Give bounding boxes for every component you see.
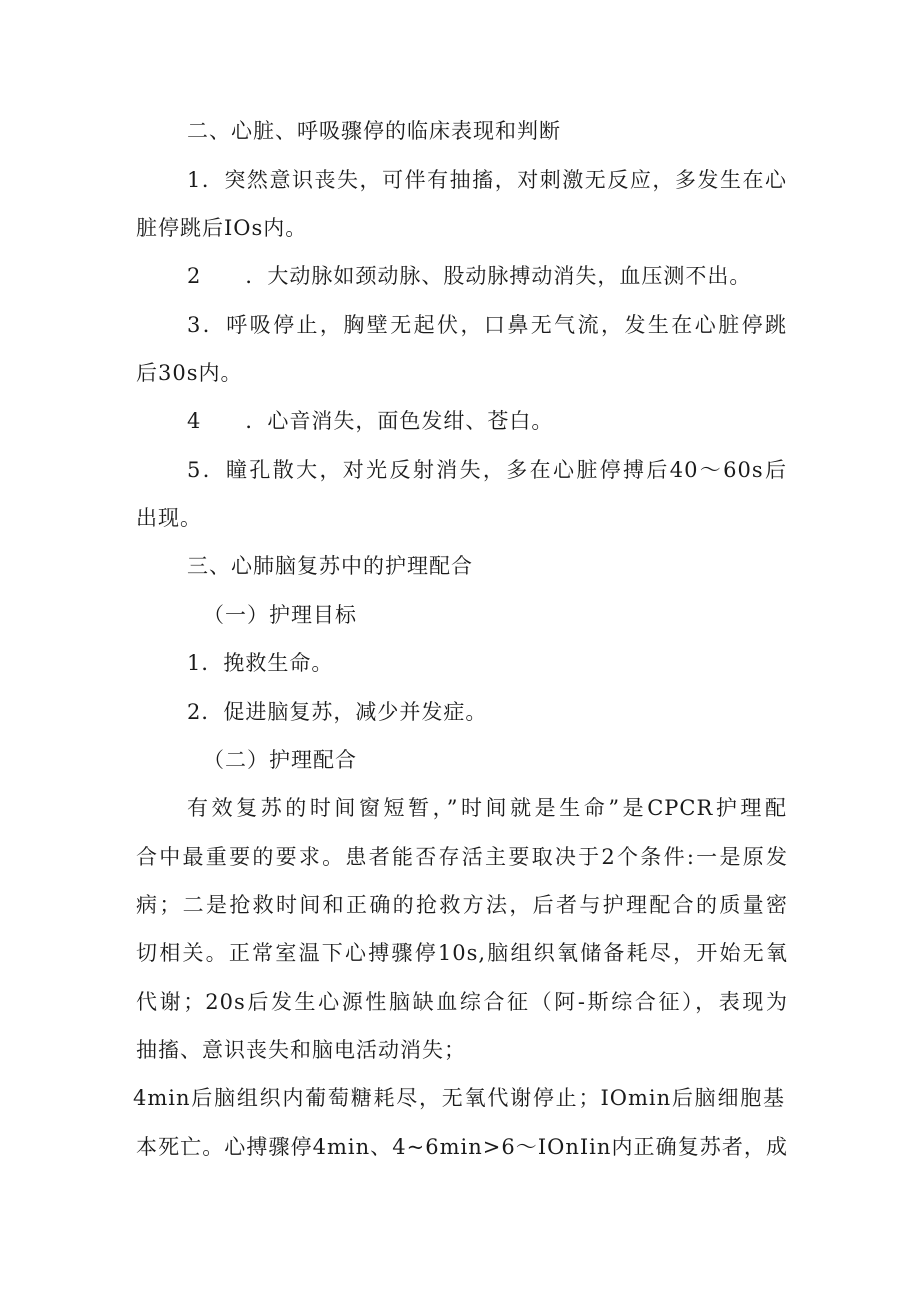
- paragraph-line: 1．挽救生命。: [187, 651, 334, 675]
- paragraph-line: 3．呼吸停止，胸壁无起伏，口鼻无气流，发生在心脏停跳: [187, 313, 787, 337]
- subsection-heading: （二）护理配合: [203, 748, 357, 772]
- paragraph-line: 后30s内。: [136, 361, 243, 385]
- subsection-heading: （一）护理目标: [203, 603, 357, 627]
- paragraph-line: 抽搐、意识丧失和脑电活动消失；: [136, 1038, 466, 1062]
- paragraph-line: 脏停跳后IOs内。: [136, 216, 308, 240]
- paragraph-line: 本死亡。心搏骤停4min、4~6min>6～IOnIin内正确复苏者，成: [136, 1135, 788, 1159]
- paragraph-line: 合中最重要的要求。患者能否存活主要取决于2个条件:一是原发: [136, 845, 788, 869]
- paragraph-line: 出现。: [136, 506, 202, 530]
- paragraph-line: 切相关。正常室温下心搏骤停10s,脑组织氧储备耗尽，开始无氧: [136, 941, 788, 965]
- paragraph-line: 2．促进脑复苏，减少并发症。: [187, 700, 488, 724]
- paragraph-line: 1．突然意识丧失，可伴有抽搐，对刺激无反应，多发生在心: [187, 168, 787, 192]
- section-heading-2: 二、心脏、呼吸骤停的临床表现和判断: [187, 119, 561, 143]
- paragraph-line: 病；二是抢救时间和正确的抢救方法，后者与护理配合的质量密: [136, 893, 788, 917]
- paragraph-line: 有效复苏的时间窗短暂，”时间就是生命”是CPCR护理配: [187, 796, 787, 820]
- paragraph-line: 4 ．心音消失，面色发绀、苍白。: [187, 409, 554, 433]
- paragraph-line: 2 ．大动脉如颈动脉、股动脉搏动消失，血压测不出。: [187, 264, 752, 288]
- paragraph-line: 5．瞳孔散大，对光反射消失，多在心脏停搏后40～60s后: [187, 458, 787, 482]
- section-heading-3: 三、心肺脑复苏中的护理配合: [187, 554, 473, 578]
- paragraph-line: 4min后脑组织内葡萄糖耗尽，无氧代谢停止；IOmin后脑细胞基: [133, 1086, 785, 1110]
- paragraph-line: 代谢；20s后发生心源性脑缺血综合征（阿-斯综合征），表现为: [136, 990, 788, 1014]
